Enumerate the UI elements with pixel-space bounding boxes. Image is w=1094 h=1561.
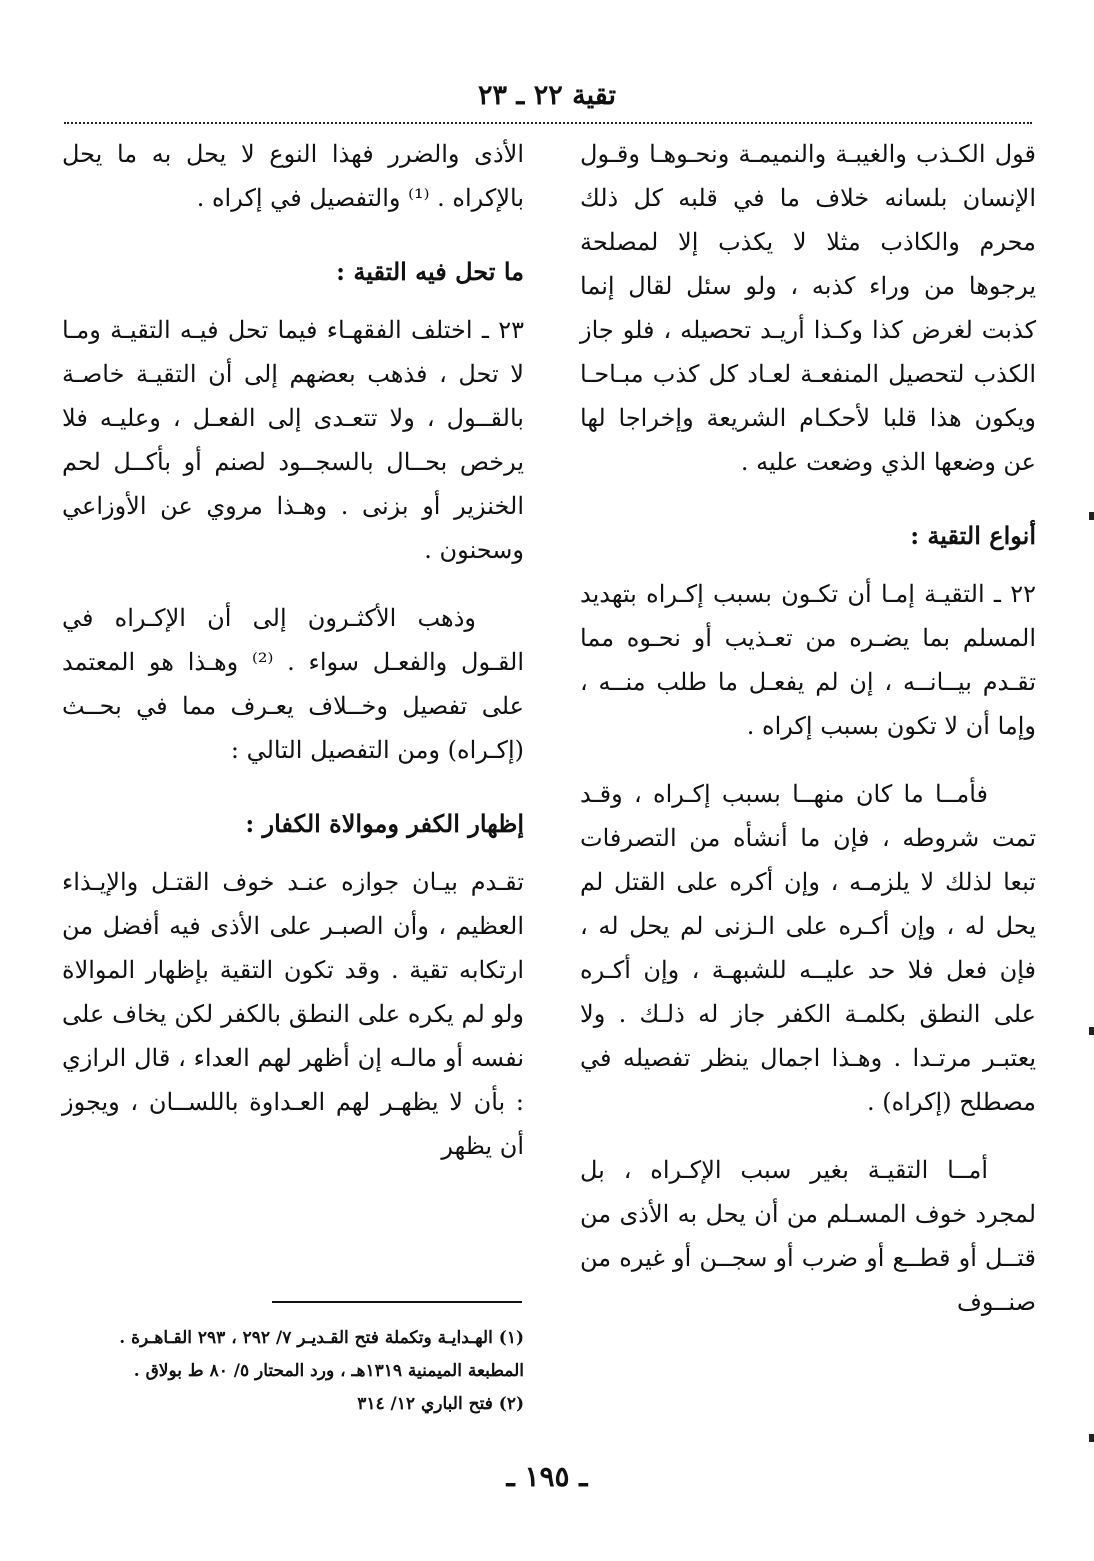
paragraph: فأمــا ما كان منهــا بسبب إكـراه ، وقـد تمت شروطه ، فإن ما أنشأه من التصرفات تبعا لذلك لا يلزمـه ، وإن أكره على القتل لم يحل له ، وإن أكـره على الـزنى لم يحل له ، فإن فعل فلا حد عليــه للشبهـة ، وإن أكـره على النطق بكلمـة الكفر جاز له ذلـك . ولا يعتبـر مرتـدا . وهـذا اجمال ينظر تفصيله في مصطلح (إكراه) . [580, 780, 1036, 1116]
paragraph: وذهب الأكثـرون إلى أن الإكـراه في القـول والفعـل سواء . ⁽²⁾ وهـذا هو المعتمد على تفصيل وخــلاف يعـرف مما في بحــث (إكـراه) ومن التفصيل التالي : [62, 604, 525, 764]
header-divider [64, 122, 1032, 124]
paragraph: قول الكـذب والغيبـة والنميمـة ونحـوهـا وقـول الإنسان بلسانه خلاف ما في قلبه كل ذلك محرم والكاذب مثلا لا يكذب إلا لمصلحة يرجوها من وراء كذبه ، ولو سئل لقال إنما كذبت لغرض كذا وكـذا أريـد تحصيله ، فلو جاز الكذب لتحصيل المنفعـة لعـاد كل كذب مبـاحـا ويكون هذا قلبا لأحكـام الشريعة وإخراجا لها عن وضعها الذي وضعت عليه . [580, 140, 1036, 476]
paragraph: الأذى والضرر فهذا النوع لا يحل به ما يحل بالإكراه . ⁽¹⁾ والتفصيل في إكراه . [62, 140, 524, 212]
footnote-1-line-1: (١) الهـدايـة وتكملة فتح القـديـر ٧/ ٢٩٢ ، ٢٩٣ القـاهـرة . [119, 1328, 524, 1348]
paragraph: ٢٣ ـ اختلف الفقهـاء فيما تحل فيـه التقيـة ومـا لا تحل ، فذهب بعضهم إلى أن التقيـة خاصـة بالقــول ، ولا تتعـدى إلى الفعـل ، وعليـه فلا يرخص بحــال بالسجــود لصنم أو بأكــل لحم الخنزير أو بزنى . وهـذا مروي عن الأوزاعي وسحنون . [62, 316, 525, 564]
section-heading-where-permitted: ما تحل فيه التقية : [336, 257, 524, 286]
edge-mark [1089, 1434, 1094, 1442]
footnote-divider [272, 1301, 522, 1303]
paragraph: تقـدم بيـان جوازه عنـد خوف القتـل والإيـذاء العظيم ، وأن الصبـر على الأذى فيه أفضل من ارتكابه تقية . وقد تكون التقية بإظهار الموالاة ولو لم يكره على النطق بالكفر لكن يخاف على نفسه أو مالـه إن أظهر لهم العداء ، قال الرازي : بأن لا يظهـر لهم العـداوة باللســان ، ويجوز أن يظهر [62, 868, 524, 1160]
footnote-1-line-2: المطبعة الميمنية ١٣١٩هـ ، ورد المحتار ٥/ ٨٠ ط بولاق . [133, 1361, 524, 1381]
edge-mark [1089, 512, 1094, 520]
footnote-2: (٢) فتح الباري ١٢/ ٣١٤ [357, 1394, 524, 1414]
section-heading-showing-disbelief: إظهار الكفر وموالاة الكفار : [245, 809, 524, 838]
footnotes [62, 1322, 524, 1421]
right-column [580, 132, 1036, 1348]
section-heading-types-of-taqiyya: أنواع التقية : [910, 521, 1036, 550]
edge-mark [1089, 1027, 1094, 1035]
paragraph: ٢٢ ـ التقيـة إمـا أن تكـون بسبب إكـراه بتهديد المسلم بما يضـره من تعـذيب أو نحـوه مما تقـدم بيــانــه ، إن لم يفعـل ما طلب منــه ، وإما أن لا تكون بسبب إكراه . [580, 580, 1036, 740]
left-column [62, 132, 524, 1192]
page-header: تقية ٢٢ ـ ٢٣ [478, 80, 616, 111]
page-number: ـ ١٩٥ ـ [506, 1460, 588, 1493]
paragraph: أمــا التقيـة بغير سبب الإكـراه ، بل لمجرد خوف المسـلم من أن يحل به الأذى من قتــل أو قطــع أو ضرب أو سجــن أو غيره من صنــوف [580, 1156, 1036, 1316]
